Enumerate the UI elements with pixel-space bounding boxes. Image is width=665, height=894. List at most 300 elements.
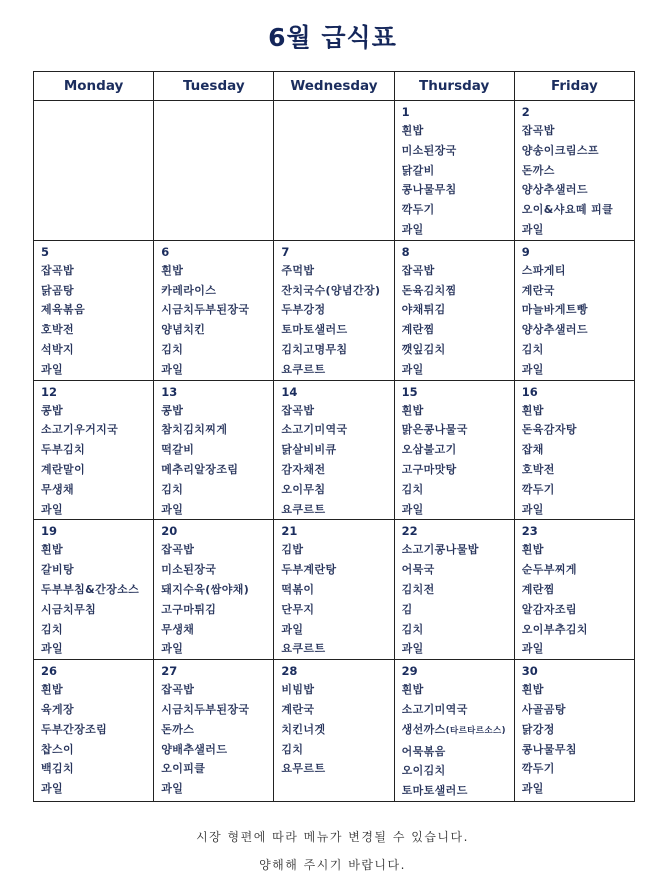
menu-item — [522, 420, 634, 440]
menu-item — [522, 440, 634, 460]
menu-item-label: 무생채 — [41, 482, 75, 496]
menu-item — [41, 639, 153, 659]
menu-item — [41, 401, 153, 421]
menu-item-label: 흰밥 — [41, 683, 64, 697]
menu-item-label: 깍두기 — [521, 762, 555, 776]
menu-item-label: 흰밥 — [401, 683, 424, 697]
menu-item-label: 떡갈비 — [161, 443, 195, 457]
menu-item-label: 돈까스 — [521, 163, 555, 177]
menu-item-label: 닭살비비큐 — [281, 443, 337, 457]
menu-item — [402, 141, 514, 161]
menu-item-label: 오이무침 — [281, 482, 326, 496]
menu-item-label: 야채튀김 — [401, 303, 446, 317]
notice-line-1: 시장 형편에 따라 메뉴가 변경될 수 있습니다. — [196, 830, 469, 844]
menu-item-label: 어묵볶음 — [401, 744, 446, 758]
menu-item — [402, 440, 514, 460]
menu-item — [522, 320, 634, 340]
menu-item-label: 계란찜 — [521, 582, 555, 596]
day-number: 5 — [41, 244, 50, 259]
day-cell — [34, 380, 154, 520]
day-cell — [34, 660, 154, 802]
menu-item — [402, 639, 514, 659]
menu-item-label: 돈육김치찜 — [401, 283, 457, 297]
day-number: 20 — [161, 524, 178, 539]
menu-item-label: 흰밥 — [521, 683, 544, 697]
menu-item-label: 콩나물무침 — [401, 183, 457, 197]
menu-item — [281, 620, 393, 640]
day-cell — [154, 660, 274, 802]
day-cell — [34, 240, 154, 380]
menu-item — [522, 141, 634, 161]
menu-item-label: 과일 — [401, 222, 424, 236]
menu-item-label: 과일 — [41, 502, 64, 516]
menu-item — [161, 779, 273, 799]
menu-item-label: 깻잎김치 — [401, 342, 446, 356]
menu-item — [402, 761, 514, 781]
day-number: 9 — [521, 244, 530, 259]
menu-item — [281, 740, 393, 760]
menu-item-label: 오이김치 — [401, 764, 446, 778]
menu-item — [522, 401, 634, 421]
calendar-body — [34, 101, 635, 802]
menu-item — [522, 340, 634, 360]
menu-item — [161, 500, 273, 520]
menu-item-label: 잡곡밥 — [401, 263, 435, 277]
menu-item — [281, 759, 393, 779]
menu-item-label: 과일 — [401, 362, 424, 376]
menu-item-label: 오이부추김치 — [521, 622, 588, 636]
day-number: 30 — [521, 664, 538, 679]
day-cell — [394, 380, 514, 520]
menu-item-label: 과일 — [161, 502, 184, 516]
menu-item-label: 떡볶이 — [281, 582, 315, 596]
menu-item — [281, 560, 393, 580]
menu-item — [161, 580, 273, 600]
menu-item-label: 참치김치찌게 — [161, 423, 228, 437]
menu-item-label: 찹스이 — [41, 742, 75, 756]
menu-item — [41, 440, 153, 460]
menu-item — [161, 639, 273, 659]
menu-item-label: 소고기미역국 — [401, 702, 468, 716]
menu-item — [281, 401, 393, 421]
menu-item-label: 깍두기 — [521, 482, 555, 496]
menu-item-label: 과일 — [281, 622, 304, 636]
menu-item — [41, 420, 153, 440]
week-row — [34, 240, 635, 380]
day-number: 2 — [521, 105, 530, 119]
menu-item-label: 과일 — [41, 642, 64, 656]
menu-item-label: 흰밥 — [41, 543, 64, 557]
menu-item — [522, 620, 634, 640]
menu-item — [402, 360, 514, 380]
day-cell — [514, 660, 634, 802]
menu-item — [161, 600, 273, 620]
menu-item-label: 카레라이스 — [161, 283, 217, 297]
menu-item-label: 호박전 — [41, 323, 75, 337]
day-cell — [154, 240, 274, 380]
menu-item-label: 양송이크림스프 — [521, 143, 599, 157]
menu-item-label: 순두부찌게 — [521, 563, 577, 577]
menu-item-label: 과일 — [161, 782, 184, 796]
menu-item — [402, 300, 514, 320]
day-number: 22 — [401, 524, 418, 539]
menu-item — [522, 560, 634, 580]
menu-item-label: 돈까스 — [161, 722, 195, 736]
menu-item-label: 단무지 — [281, 602, 315, 616]
menu-item-label: 김 — [401, 602, 413, 616]
menu-item-label: 양념치킨 — [161, 323, 206, 337]
menu-item-label: 과일 — [521, 642, 544, 656]
day-number: 26 — [41, 664, 58, 679]
menu-item-label: 과일 — [521, 362, 544, 376]
day-number: 7 — [281, 244, 290, 259]
menu-item-label: 계란말이 — [41, 462, 86, 476]
day-cell — [154, 520, 274, 660]
menu-item-label: 미소된장국 — [401, 143, 457, 157]
menu-item-label: 소고기우거지국 — [41, 423, 119, 437]
menu-item — [41, 560, 153, 580]
menu-item-label: 과일 — [41, 362, 64, 376]
menu-item-label: 오삼불고기 — [401, 443, 457, 457]
menu-item — [402, 281, 514, 301]
day-number — [281, 104, 393, 121]
day-cell — [34, 520, 154, 660]
menu-item-label: 김치 — [281, 742, 304, 756]
menu-item — [281, 720, 393, 740]
menu-item — [281, 360, 393, 380]
menu-item — [522, 480, 634, 500]
menu-item — [402, 121, 514, 141]
menu-item-label: 두부부침&간장소스 — [41, 582, 140, 596]
menu-item — [281, 300, 393, 320]
menu-item — [281, 639, 393, 659]
menu-item — [41, 680, 153, 700]
menu-item-label: 흰밥 — [401, 124, 424, 137]
menu-item — [402, 600, 514, 620]
menu-item — [281, 281, 393, 301]
menu-item-label: 과일 — [401, 502, 424, 516]
menu-item — [161, 759, 273, 779]
menu-item — [281, 480, 393, 500]
day-cell — [154, 380, 274, 520]
menu-item-label: 육게장 — [41, 702, 75, 716]
menu-item — [41, 540, 153, 560]
menu-item — [402, 781, 514, 801]
menu-item-label: 두부김치 — [41, 443, 86, 457]
week-row — [34, 520, 635, 660]
menu-item-label: 김치 — [41, 622, 64, 636]
day-number: 6 — [161, 244, 170, 259]
menu-item-label: 무생채 — [161, 622, 195, 636]
menu-item — [402, 700, 514, 720]
day-number — [41, 104, 153, 121]
menu-item-label: 소고기미역국 — [281, 423, 348, 437]
menu-item — [41, 340, 153, 360]
menu-item — [41, 300, 153, 320]
menu-item-label: 고구마튀김 — [161, 602, 217, 616]
menu-item-label: 주먹밥 — [281, 263, 315, 277]
menu-item-label: 양상추샐러드 — [521, 323, 588, 337]
menu-item — [522, 460, 634, 480]
day-cell — [394, 101, 514, 241]
header-tuesday: Tuesday — [154, 72, 274, 101]
menu-item-label: 돈육감자탕 — [521, 423, 577, 437]
day-number: 15 — [401, 384, 418, 399]
menu-item — [522, 540, 634, 560]
menu-item — [161, 340, 273, 360]
menu-item-label: 오이&샤요떼 피클 — [521, 203, 614, 217]
menu-item — [522, 180, 634, 200]
menu-item — [161, 560, 273, 580]
menu-item — [161, 680, 273, 700]
menu-item-label: 김밥 — [281, 543, 304, 557]
menu-item — [402, 540, 514, 560]
notice-line-2: 양해해 주시기 바랍니다. — [259, 858, 406, 872]
day-cell — [34, 101, 154, 241]
day-cell — [274, 101, 394, 241]
menu-item — [402, 560, 514, 580]
day-number: 19 — [41, 524, 58, 539]
menu-item-label: 메추리알장조림 — [161, 462, 239, 476]
menu-item-label: 김치 — [401, 482, 424, 496]
menu-item-label: 치킨너겟 — [281, 722, 326, 736]
menu-item-label: 콩나물무침 — [521, 742, 577, 756]
menu-item — [281, 600, 393, 620]
menu-item — [161, 360, 273, 380]
menu-item — [402, 460, 514, 480]
menu-item — [161, 261, 273, 281]
day-number: 27 — [161, 664, 178, 679]
menu-item — [402, 500, 514, 520]
day-cell — [514, 101, 634, 241]
menu-item-label: 계란국 — [281, 702, 315, 716]
menu-item-label: 석박지 — [41, 342, 75, 356]
day-cell — [394, 660, 514, 802]
menu-item-label: 어묵국 — [401, 563, 435, 577]
menu-item — [522, 261, 634, 281]
menu-item-label: 흰밥 — [521, 543, 544, 557]
menu-item-label: 생선까스 — [401, 722, 446, 736]
menu-item-label: 마늘바게트빵 — [521, 303, 588, 317]
day-number: 29 — [401, 664, 418, 679]
menu-item — [281, 440, 393, 460]
menu-item — [41, 779, 153, 799]
menu-item-label: 닭갈비 — [401, 163, 435, 177]
menu-item — [402, 620, 514, 640]
menu-item — [41, 620, 153, 640]
day-number: 12 — [41, 384, 58, 399]
menu-item-label: 오이피클 — [161, 762, 206, 776]
menu-item-note: (타르타르소스) — [445, 725, 506, 736]
menu-item — [281, 540, 393, 560]
menu-item-label: 과일 — [521, 222, 544, 236]
menu-item-label: 토마토샐러드 — [281, 323, 348, 337]
menu-item-label: 요쿠르트 — [281, 642, 326, 656]
menu-item — [41, 320, 153, 340]
menu-item — [402, 340, 514, 360]
menu-item — [281, 261, 393, 281]
menu-item-label: 과일 — [161, 362, 184, 376]
menu-item — [41, 281, 153, 301]
day-number: 1 — [401, 105, 410, 119]
menu-item-label: 미소된장국 — [161, 563, 217, 577]
menu-item-label: 알감자조림 — [521, 602, 577, 616]
menu-item — [161, 460, 273, 480]
day-cell — [274, 380, 394, 520]
menu-item-label: 두부간장조림 — [41, 722, 108, 736]
menu-item-label: 소고기콩나물밥 — [401, 543, 479, 557]
menu-item — [161, 420, 273, 440]
day-cell — [154, 101, 274, 241]
menu-item-label: 콩밥 — [161, 403, 184, 417]
menu-item-label: 잡곡밥 — [281, 403, 315, 417]
menu-item — [161, 720, 273, 740]
menu-item — [41, 480, 153, 500]
menu-item-label: 흰밥 — [521, 403, 544, 417]
day-number: 16 — [521, 384, 538, 399]
menu-item — [281, 680, 393, 700]
day-cell — [274, 520, 394, 660]
menu-item — [402, 401, 514, 421]
menu-item — [281, 340, 393, 360]
menu-item — [281, 320, 393, 340]
menu-item — [402, 680, 514, 700]
menu-item — [522, 220, 634, 240]
menu-item — [522, 639, 634, 659]
menu-item-label: 돼지수육(쌈야채) — [161, 582, 250, 596]
day-number: 13 — [161, 384, 178, 399]
menu-item-label: 닭강정 — [521, 722, 555, 736]
menu-item-label: 잡곡밥 — [521, 124, 555, 137]
day-number: 8 — [401, 244, 410, 259]
menu-item-label: 제육볶음 — [41, 303, 86, 317]
menu-item-label: 요무르트 — [281, 762, 326, 776]
day-number: 23 — [521, 524, 538, 539]
day-number: 21 — [281, 524, 298, 539]
menu-item — [522, 121, 634, 141]
header-monday: Monday — [34, 72, 154, 101]
menu-item-label: 잡곡밥 — [161, 683, 195, 697]
menu-item-label: 계란찜 — [401, 323, 435, 337]
menu-item-label: 요쿠르트 — [281, 362, 326, 376]
menu-item-label: 흰밥 — [401, 403, 424, 417]
menu-item-label: 김치고명무침 — [281, 342, 348, 356]
day-cell — [394, 240, 514, 380]
menu-item — [41, 360, 153, 380]
menu-item — [402, 742, 514, 762]
menu-item — [41, 600, 153, 620]
menu-item — [522, 161, 634, 181]
menu-item-label: 김치 — [401, 622, 424, 636]
menu-item-label: 잡곡밥 — [41, 263, 75, 277]
week-row — [34, 380, 635, 520]
menu-item — [41, 720, 153, 740]
menu-item-label: 과일 — [41, 782, 64, 796]
menu-item — [522, 720, 634, 740]
day-cell — [274, 660, 394, 802]
header-friday: Friday — [514, 72, 634, 101]
menu-item — [522, 759, 634, 779]
menu-item — [402, 161, 514, 181]
menu-item — [402, 261, 514, 281]
menu-item — [161, 540, 273, 560]
menu-item — [402, 200, 514, 220]
menu-item — [402, 320, 514, 340]
page-title: 6월 급식표 — [268, 23, 397, 52]
menu-item-label: 잔치국수(양념간장) — [281, 283, 381, 297]
meal-calendar-table — [33, 71, 635, 802]
menu-item-label: 두부강정 — [281, 303, 326, 317]
menu-item — [41, 460, 153, 480]
menu-item-label: 요쿠르트 — [281, 502, 326, 516]
menu-item-label: 김치 — [161, 482, 184, 496]
menu-item — [402, 580, 514, 600]
menu-item-label: 계란국 — [521, 283, 555, 297]
menu-item-label: 김치 — [521, 342, 544, 356]
menu-item — [522, 740, 634, 760]
menu-item — [161, 440, 273, 460]
menu-item — [402, 220, 514, 240]
day-number — [161, 104, 273, 121]
menu-item — [161, 320, 273, 340]
day-number: 14 — [281, 384, 298, 399]
menu-item-label: 과일 — [401, 642, 424, 656]
menu-item — [161, 740, 273, 760]
menu-item-label: 고구마맛탕 — [401, 462, 457, 476]
menu-item — [41, 700, 153, 720]
menu-item-label: 토마토샐러드 — [401, 784, 468, 798]
menu-item — [522, 680, 634, 700]
day-cell — [514, 520, 634, 660]
menu-item — [161, 480, 273, 500]
menu-item — [281, 580, 393, 600]
menu-item-label: 사골곰탕 — [521, 702, 566, 716]
menu-item — [41, 500, 153, 520]
menu-item — [281, 500, 393, 520]
menu-item-label: 양배추샐러드 — [161, 742, 228, 756]
menu-item-label: 콩밥 — [41, 403, 64, 417]
weekday-header-row — [34, 72, 635, 101]
menu-item-label: 백김치 — [41, 762, 75, 776]
menu-item — [522, 300, 634, 320]
menu-item — [402, 420, 514, 440]
menu-item-label: 흰밥 — [161, 263, 184, 277]
menu-item-label: 과일 — [521, 782, 544, 796]
menu-item — [402, 720, 514, 742]
menu-item — [161, 620, 273, 640]
menu-item — [41, 740, 153, 760]
day-cell — [514, 380, 634, 520]
menu-item — [161, 300, 273, 320]
week-row — [34, 101, 635, 241]
header-wednesday: Wednesday — [274, 72, 394, 101]
menu-item-label: 깍두기 — [401, 203, 435, 217]
menu-item — [522, 580, 634, 600]
menu-item-label: 스파게티 — [521, 263, 566, 277]
menu-item-label: 시금치무침 — [41, 602, 97, 616]
menu-item — [161, 700, 273, 720]
menu-item-label: 양상추샐러드 — [521, 183, 588, 197]
menu-item — [41, 261, 153, 281]
menu-item — [41, 580, 153, 600]
day-cell — [514, 240, 634, 380]
menu-item-label: 감자채전 — [281, 462, 326, 476]
menu-item — [522, 700, 634, 720]
menu-item — [522, 600, 634, 620]
menu-item-label: 과일 — [521, 502, 544, 516]
menu-item-label: 닭곰탕 — [41, 283, 75, 297]
header-thursday: Thursday — [394, 72, 514, 101]
